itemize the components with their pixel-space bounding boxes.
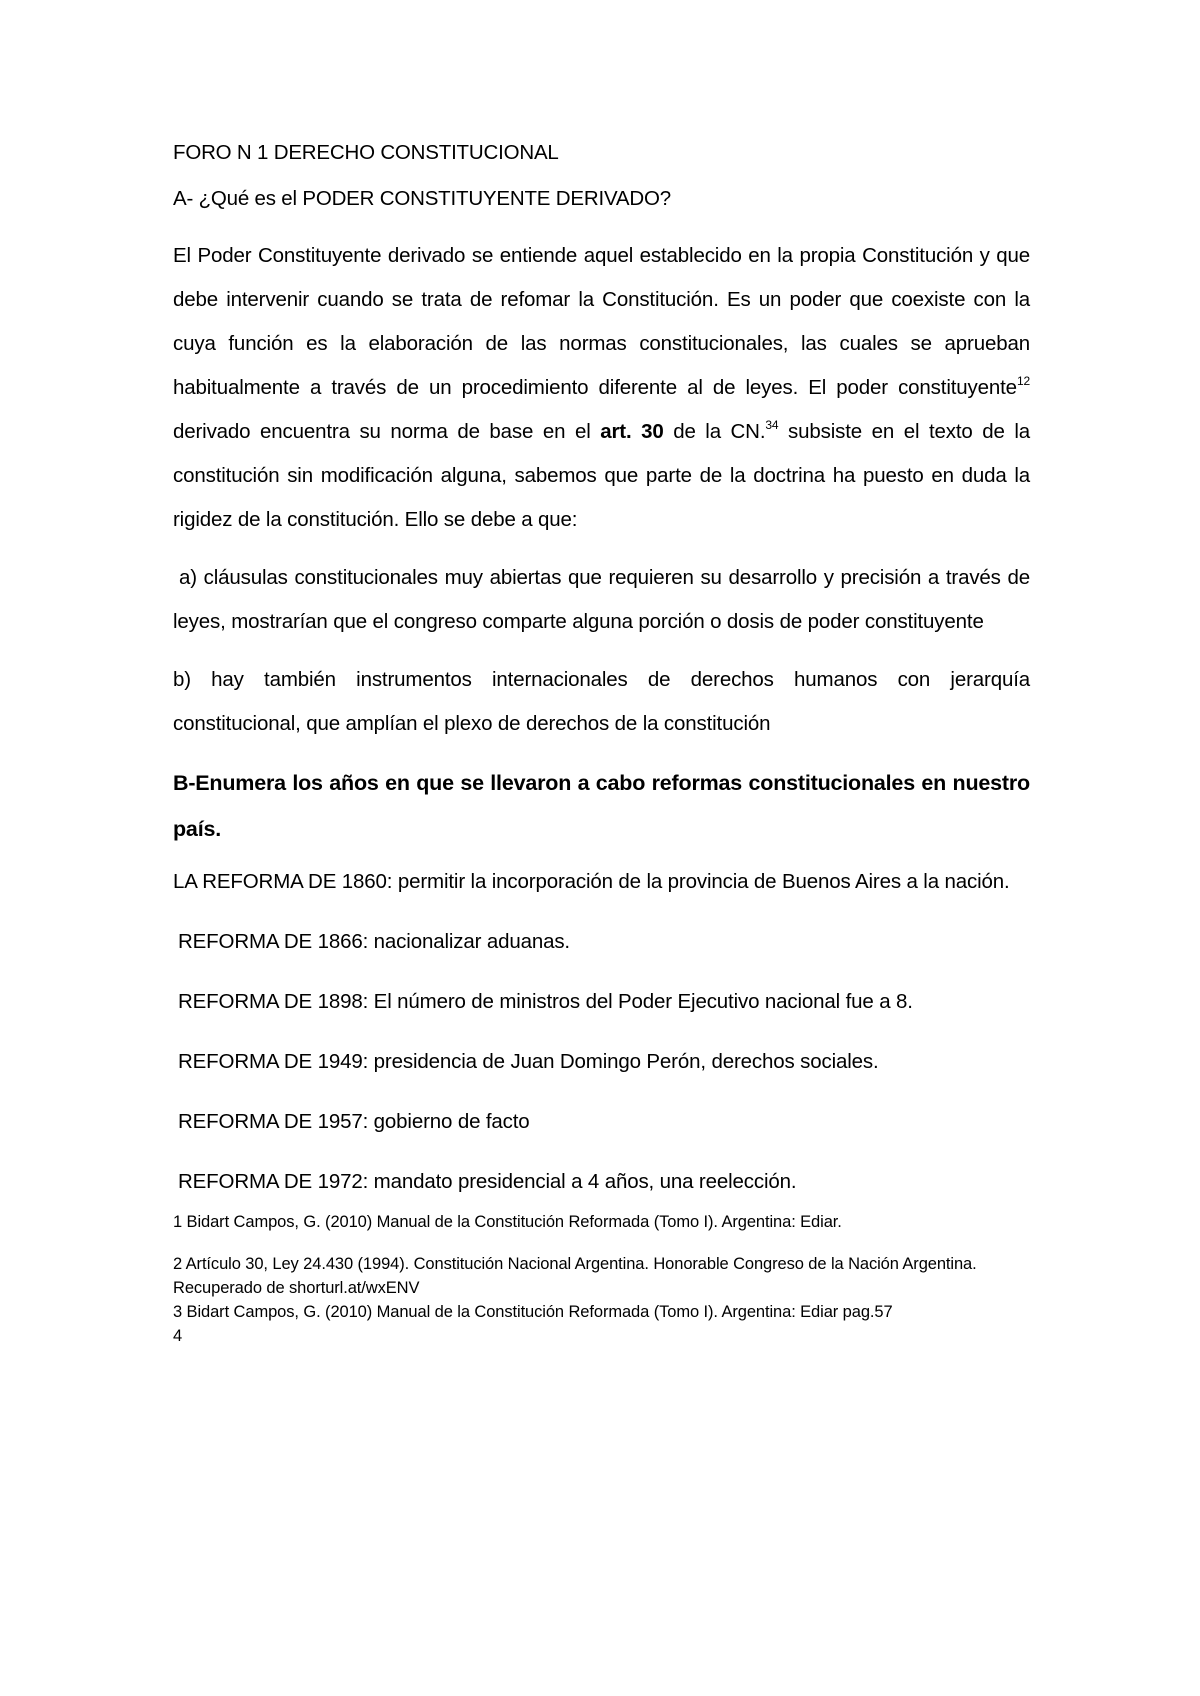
footnote-2: 2 Artículo 30, Ley 24.430 (1994). Constitución Nacional Argentina. Honorable Congreso de la Nación Argentina. Recuperado de shorturl.at/wxENV xyxy=(173,1255,977,1297)
footnote-3: 3 Bidart Campos, G. (2010) Manual de la Constitución Reformada (Tomo I). Argentina: Ediar pag.57 xyxy=(173,1303,893,1321)
footnotes xyxy=(173,1210,1030,1348)
question-a-heading: A- ¿Qué es el PODER CONSTITUYENTE DERIVADO? xyxy=(173,187,671,210)
paragraph-poder-constituyente xyxy=(173,234,1030,542)
list-item-a: a) cláusulas constitucionales muy abiertas que requieren su desarrollo y precisión a través de leyes, mostrarían que el congreso comparte alguna porción o dosis de poder constituyente xyxy=(173,566,1030,633)
footnote-ref-1-2[interactable]: 12 xyxy=(1016,374,1030,388)
reform-1866: REFORMA DE 1866: nacionalizar aduanas. xyxy=(178,930,570,953)
question-b-heading: B-Enumera los años en que se llevaron a cabo reformas constitucionales en nuestro país. xyxy=(173,771,1030,841)
footnote-4: 4 xyxy=(173,1327,183,1345)
reform-1860: LA REFORMA DE 1860: permitir la incorporación de la provincia de Buenos Aires a la nación. xyxy=(173,870,1010,893)
paragraph-text-1: El Poder Constituyente derivado se entiende aquel establecido en la propia Constitución y que debe intervenir cuando se trata de refomar la Constitución. Es un poder que coexiste con la cuya función es la elaboración de las normas constitucionales, las cuales se aprueban habitualmente a través de un procedimiento diferente al de leyes. El poder constituyente xyxy=(173,244,1030,399)
reform-1957: REFORMA DE 1957: gobierno de facto xyxy=(178,1110,530,1133)
article-reference: art. 30 xyxy=(600,420,664,443)
reform-1949: REFORMA DE 1949: presidencia de Juan Domingo Perón, derechos sociales. xyxy=(178,1050,879,1073)
paragraph-text-4: subsiste en el texto de la constitución sin modificación alguna, sabemos que parte de la doctrina ha puesto en duda la rigidez de la constitución. Ello se debe a que: xyxy=(173,420,1030,531)
paragraph-text-3: de la CN. xyxy=(663,420,766,443)
list-item-b: b) hay también instrumentos internacionales de derechos humanos con jerarquía constitucional, que amplían el plexo de derechos de la constitución xyxy=(173,668,1030,735)
reform-1972: REFORMA DE 1972: mandato presidencial a 4 años, una reelección. xyxy=(178,1170,797,1193)
footnote-1: 1 Bidart Campos, G. (2010) Manual de la Constitución Reformada (Tomo I). Argentina: Ediar. xyxy=(173,1213,842,1231)
document-title: FORO N 1 DERECHO CONSTITUCIONAL xyxy=(173,141,559,164)
paragraph-text-2: derivado encuentra su norma de base en el xyxy=(173,420,601,443)
footnote-ref-3-4[interactable]: 34 xyxy=(765,418,779,432)
reform-1898: REFORMA DE 1898: El número de ministros del Poder Ejecutivo nacional fue a 8. xyxy=(178,990,913,1013)
